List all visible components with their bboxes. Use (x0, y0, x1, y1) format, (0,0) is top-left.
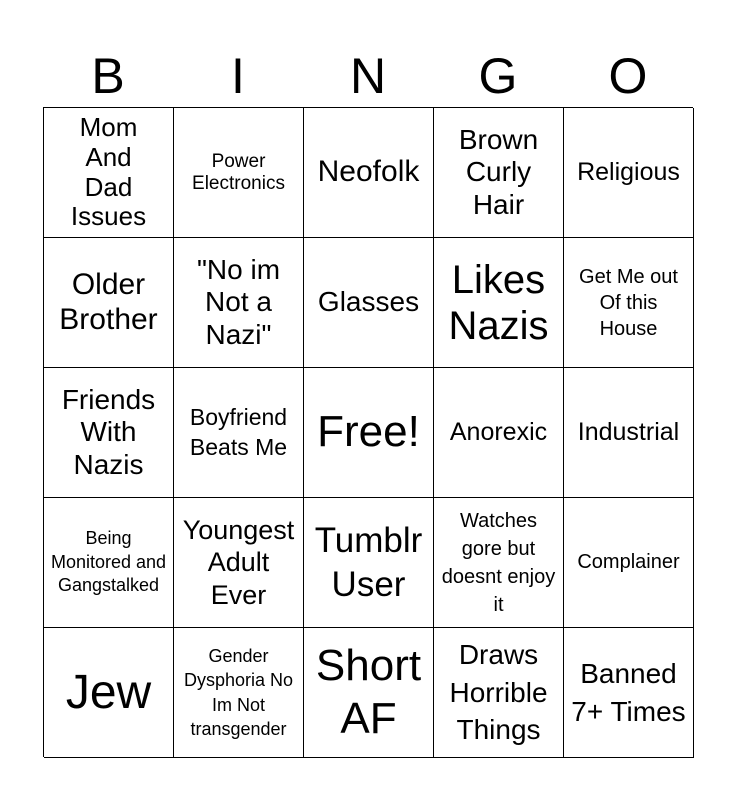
cell-text: Get Me out Of this House (579, 265, 678, 340)
bingo-cell[interactable] (434, 238, 564, 368)
bingo-grid (43, 107, 693, 757)
cell-text: Brown Curly Hair (458, 124, 539, 220)
bingo-cell[interactable] (434, 368, 564, 498)
cell-text: Being Monitored and Gangstalked (50, 528, 167, 596)
bingo-cell[interactable] (174, 498, 304, 628)
bingo-cell[interactable] (304, 368, 434, 498)
cell-text: Free! (317, 407, 420, 457)
bingo-cell[interactable] (434, 498, 564, 628)
bingo-cell[interactable] (44, 368, 174, 498)
bingo-cell[interactable] (174, 238, 304, 368)
bingo-cell[interactable] (304, 628, 434, 758)
header-letter-b: B (91, 48, 125, 104)
cell-text: Banned 7+ Times (571, 657, 686, 727)
cell-text: Youngest Adult Ever (182, 514, 295, 610)
cell-text: Short AF (315, 640, 422, 743)
cell-text: Tumblr User (314, 520, 423, 604)
bingo-cell[interactable] (564, 238, 694, 368)
bingo-cell[interactable] (564, 368, 694, 498)
bingo-header (43, 44, 693, 108)
cell-text: Boyfriend Beats Me (189, 403, 288, 460)
cell-text: Mom And Dad Issues (70, 111, 147, 232)
header-letter-i: I (231, 48, 245, 104)
header-letter-n: N (349, 48, 387, 104)
bingo-cell[interactable] (44, 498, 174, 628)
cell-text: Anorexic (449, 418, 548, 447)
cell-text: Glasses (317, 286, 420, 318)
header-letter-o: O (608, 48, 648, 104)
bingo-cell[interactable] (304, 108, 434, 238)
cell-text: Older Brother (59, 268, 158, 336)
bingo-cell[interactable] (304, 498, 434, 628)
bingo-cell[interactable] (44, 108, 174, 238)
bingo-cell[interactable] (564, 628, 694, 758)
cell-text: "No im Not a Nazi" (196, 254, 281, 350)
cell-text: Jew (65, 665, 152, 719)
bingo-cell[interactable] (44, 628, 174, 758)
cell-text: Power Electronics (192, 150, 285, 194)
cell-text: Religious (577, 158, 680, 187)
bingo-cell[interactable] (434, 628, 564, 758)
bingo-cell[interactable] (564, 498, 694, 628)
bingo-cell[interactable] (174, 368, 304, 498)
bingo-cell[interactable] (434, 108, 564, 238)
bingo-cell[interactable] (174, 108, 304, 238)
cell-text: Gender Dysphoria No Im Not transgender (183, 645, 294, 739)
cell-text: Watches gore but doesnt enjoy it (441, 509, 556, 616)
header-letter-g: G (478, 48, 518, 104)
cell-text: Likes Nazis (448, 257, 549, 348)
cell-text: Complainer (577, 551, 680, 573)
bingo-cell[interactable] (44, 238, 174, 368)
cell-text: Industrial (577, 418, 680, 447)
cell-text: Draws Horrible Things (449, 638, 548, 746)
bingo-cell[interactable] (564, 108, 694, 238)
bingo-cell[interactable] (174, 628, 304, 758)
cell-text: Friends With Nazis (61, 384, 156, 480)
bingo-cell[interactable] (304, 238, 434, 368)
cell-text: Neofolk (317, 155, 420, 189)
